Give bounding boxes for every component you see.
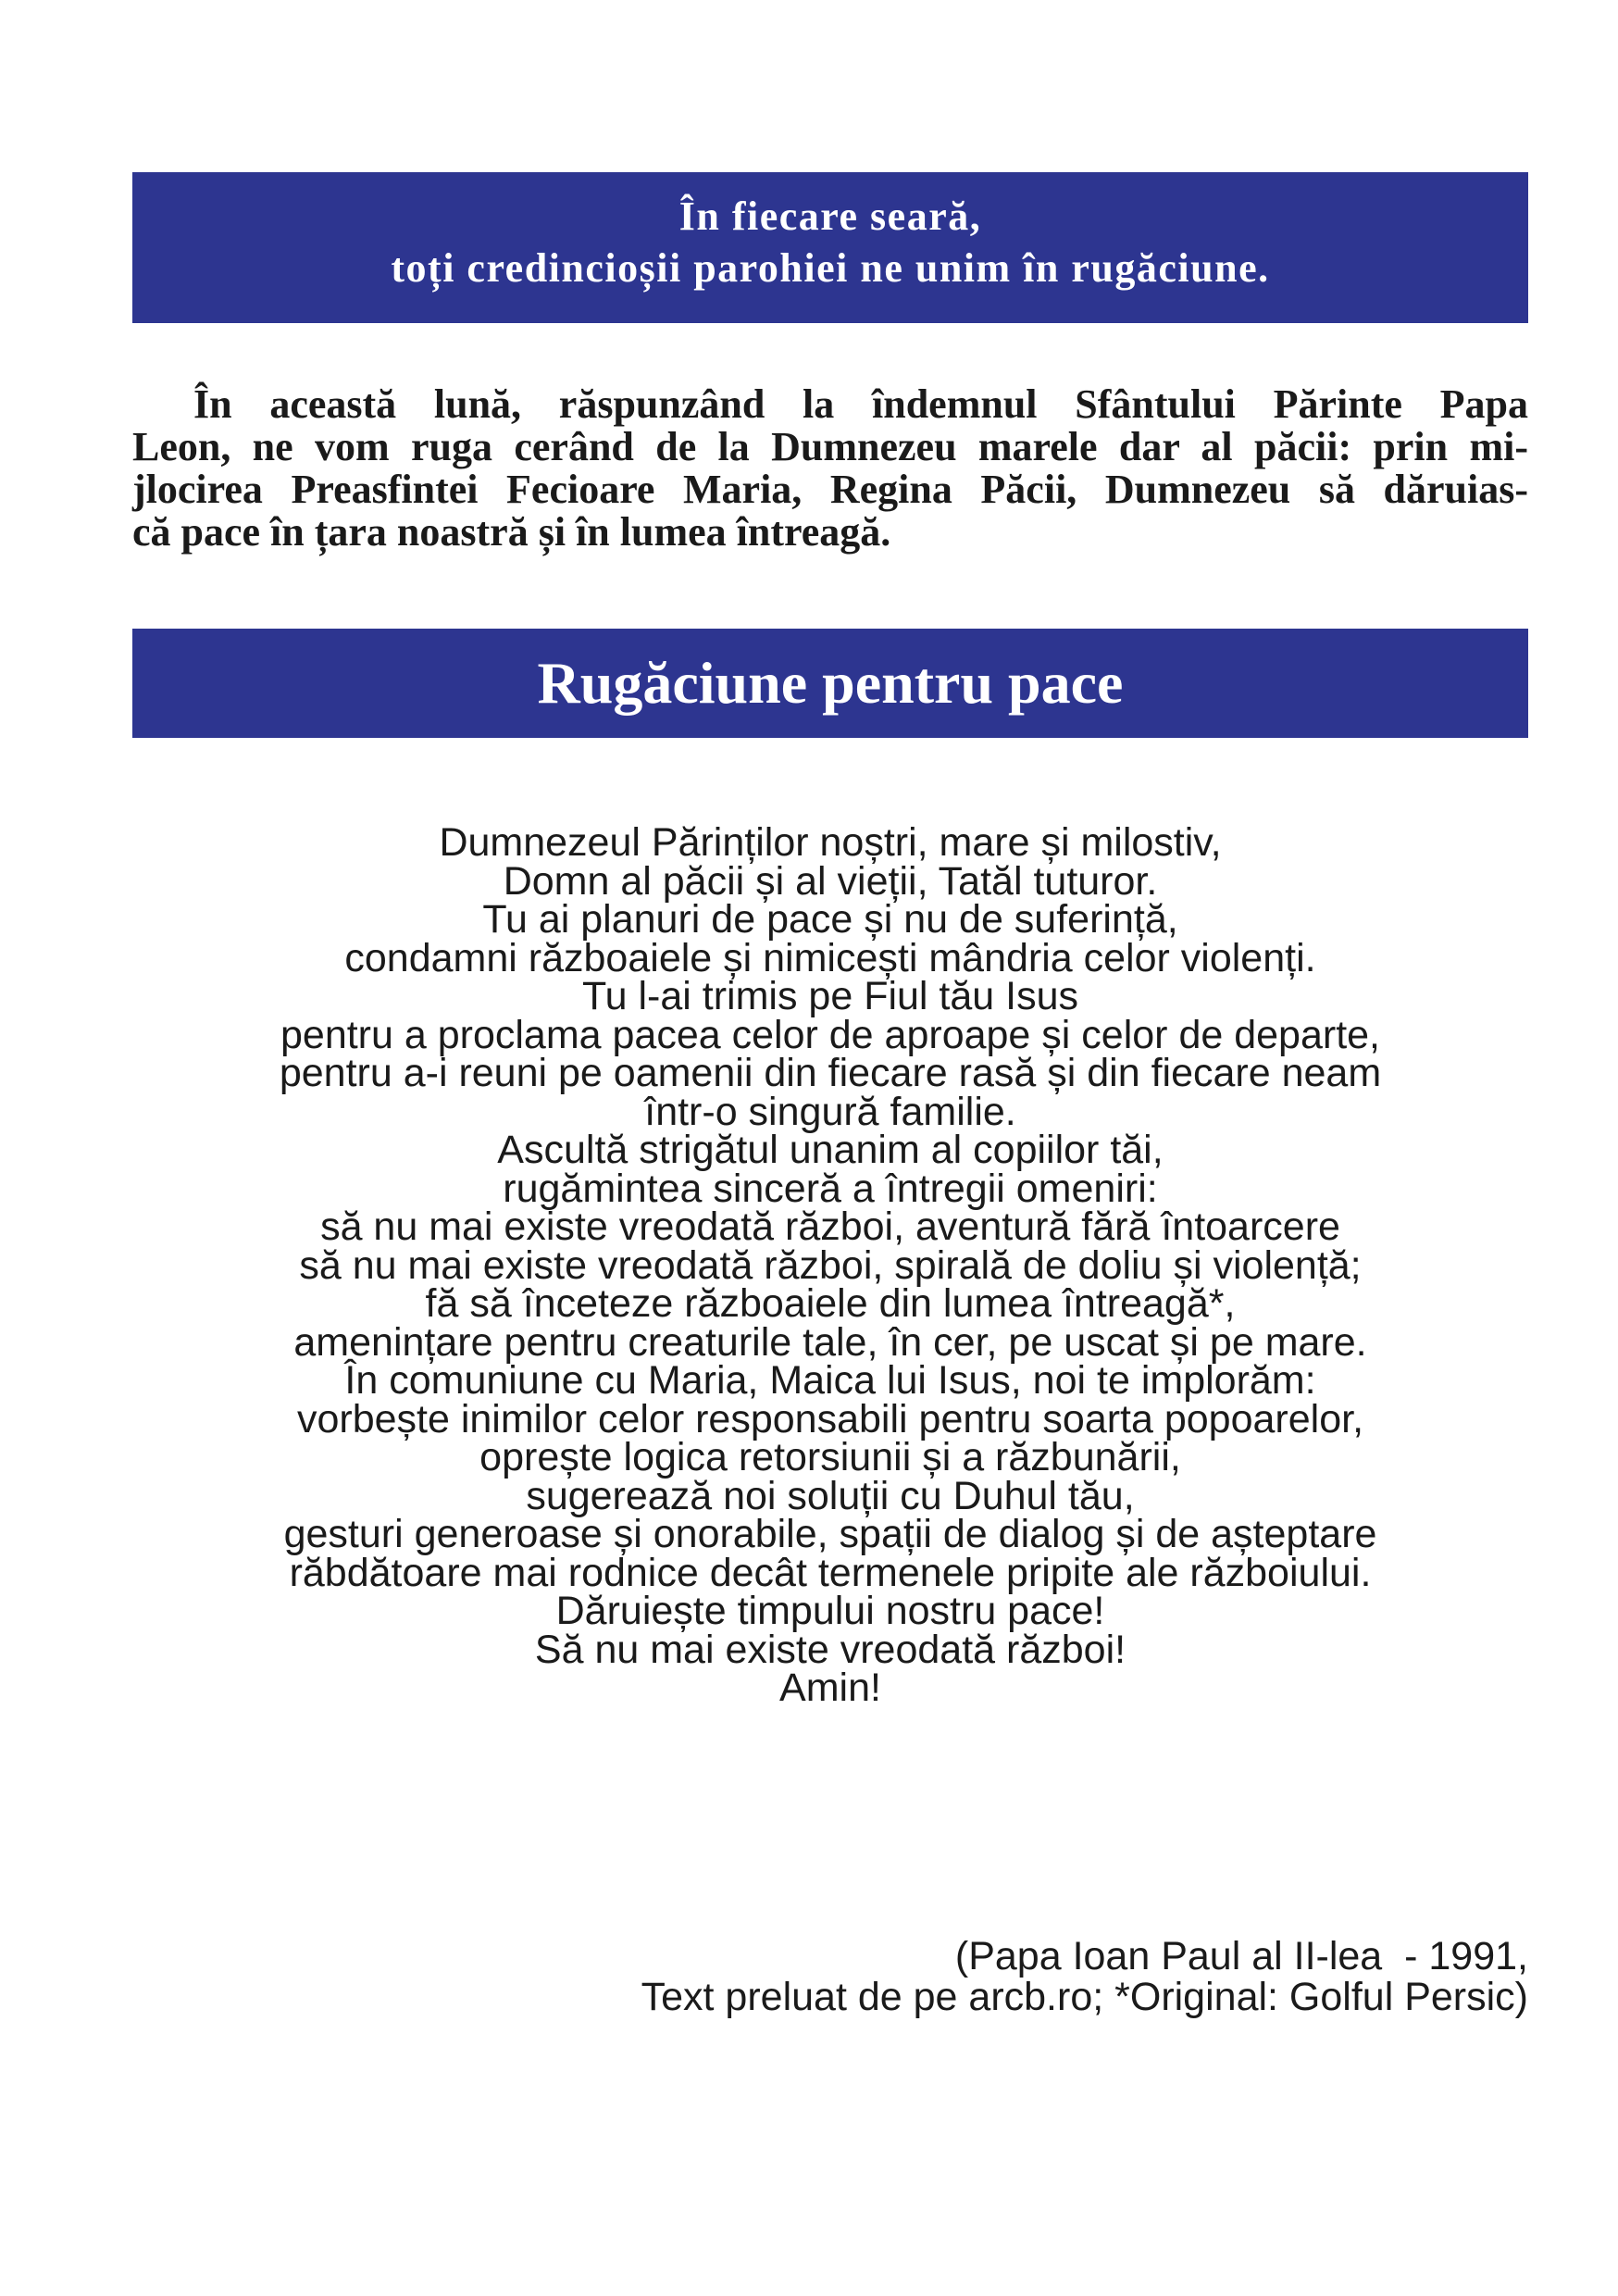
- prayer-line: Dumnezeul Părinților noștri, mare și milostiv,: [439, 820, 1222, 865]
- intro-line: jlocirea Preasfintei Fecioare Maria, Regina Păcii, Dumnezeu să dăruias-: [132, 467, 1528, 512]
- prayer-line: Să nu mai existe vreodată război!: [534, 1627, 1126, 1672]
- prayer-line: pentru a proclama pacea celor de aproape și celor de departe,: [280, 1012, 1381, 1057]
- prayer-title-banner: [132, 629, 1528, 738]
- prayer-line: amenințare pentru creaturile tale, în cer, pe uscat și pe mare.: [293, 1319, 1367, 1365]
- prayer-line: Domn al păcii și al vieții, Tatăl tuturor.: [503, 858, 1158, 904]
- prayer-line: gesturi generoase și onorabile, spații de dialog și de așteptare: [283, 1512, 1377, 1556]
- source-attribution: [641, 1936, 1528, 2017]
- intro-line: Leon, ne vom ruga cerând de la Dumnezeu marele dar al păcii: prin mi-: [132, 424, 1528, 469]
- intro-line: În această lună, răspunzând la îndemnul Sfântului Părinte Papa: [193, 381, 1528, 427]
- evening-prayer-banner: [132, 172, 1528, 323]
- prayer-line: fă să înceteze războaiele din lumea întreagă*,: [425, 1281, 1236, 1326]
- intro-paragraph: [132, 383, 1528, 554]
- prayer-line: sugerează noi soluții cu Duhul tău,: [526, 1473, 1135, 1518]
- prayer-line: În comuniune cu Maria, Maica lui Isus, noi te implorăm:: [344, 1358, 1316, 1403]
- prayer-line: într-o singură familie.: [644, 1089, 1016, 1134]
- prayer-line: oprește logica retorsiunii și a răzbunării,: [479, 1435, 1181, 1479]
- prayer-line: condamni războaiele și nimicești mândria celor violenți.: [344, 935, 1316, 980]
- prayer-text: [132, 820, 1528, 1710]
- prayer-line: Tu ai planuri de pace și nu de suferință,: [482, 897, 1178, 942]
- banner-line: toți credincioșii parohiei ne unim în rugăciune.: [391, 245, 1270, 291]
- source-line: Text preluat de pe arcb.ro; *Original: Golful Persic): [641, 1975, 1528, 2019]
- prayer-line: rugămintea sinceră a întregii omeniri:: [503, 1166, 1158, 1211]
- prayer-line: Tu l-ai trimis pe Fiul tău Isus: [581, 974, 1079, 1018]
- prayer-line: să nu mai existe vreodată război, aventură fără întoarcere: [320, 1204, 1340, 1249]
- prayer-line: Dăruiește timpului nostru pace!: [555, 1589, 1105, 1633]
- prayer-line: pentru a-i reuni pe oamenii din fiecare rasă și din fiecare neam: [279, 1051, 1382, 1095]
- prayer-line: vorbește inimilor celor responsabili pentru soarta popoarelor,: [296, 1396, 1364, 1441]
- banner-line: În fiecare seară,: [678, 193, 982, 239]
- prayer-line: răbdătoare mai rodnice decât termenele pripite ale războiului.: [289, 1550, 1372, 1595]
- prayer-line: Ascultă strigătul unanim al copiilor tăi,: [497, 1128, 1164, 1172]
- intro-line: că pace în țara noastră și în lumea întreagă.: [132, 509, 891, 555]
- prayer-title: Rugăciune pentru pace: [537, 650, 1124, 716]
- source-line: (Papa Ioan Paul al II-lea - 1991,: [954, 1934, 1528, 1978]
- prayer-line: să nu mai existe vreodată război, spirală de doliu și violență;: [299, 1242, 1362, 1288]
- prayer-line: Amin!: [779, 1666, 881, 1710]
